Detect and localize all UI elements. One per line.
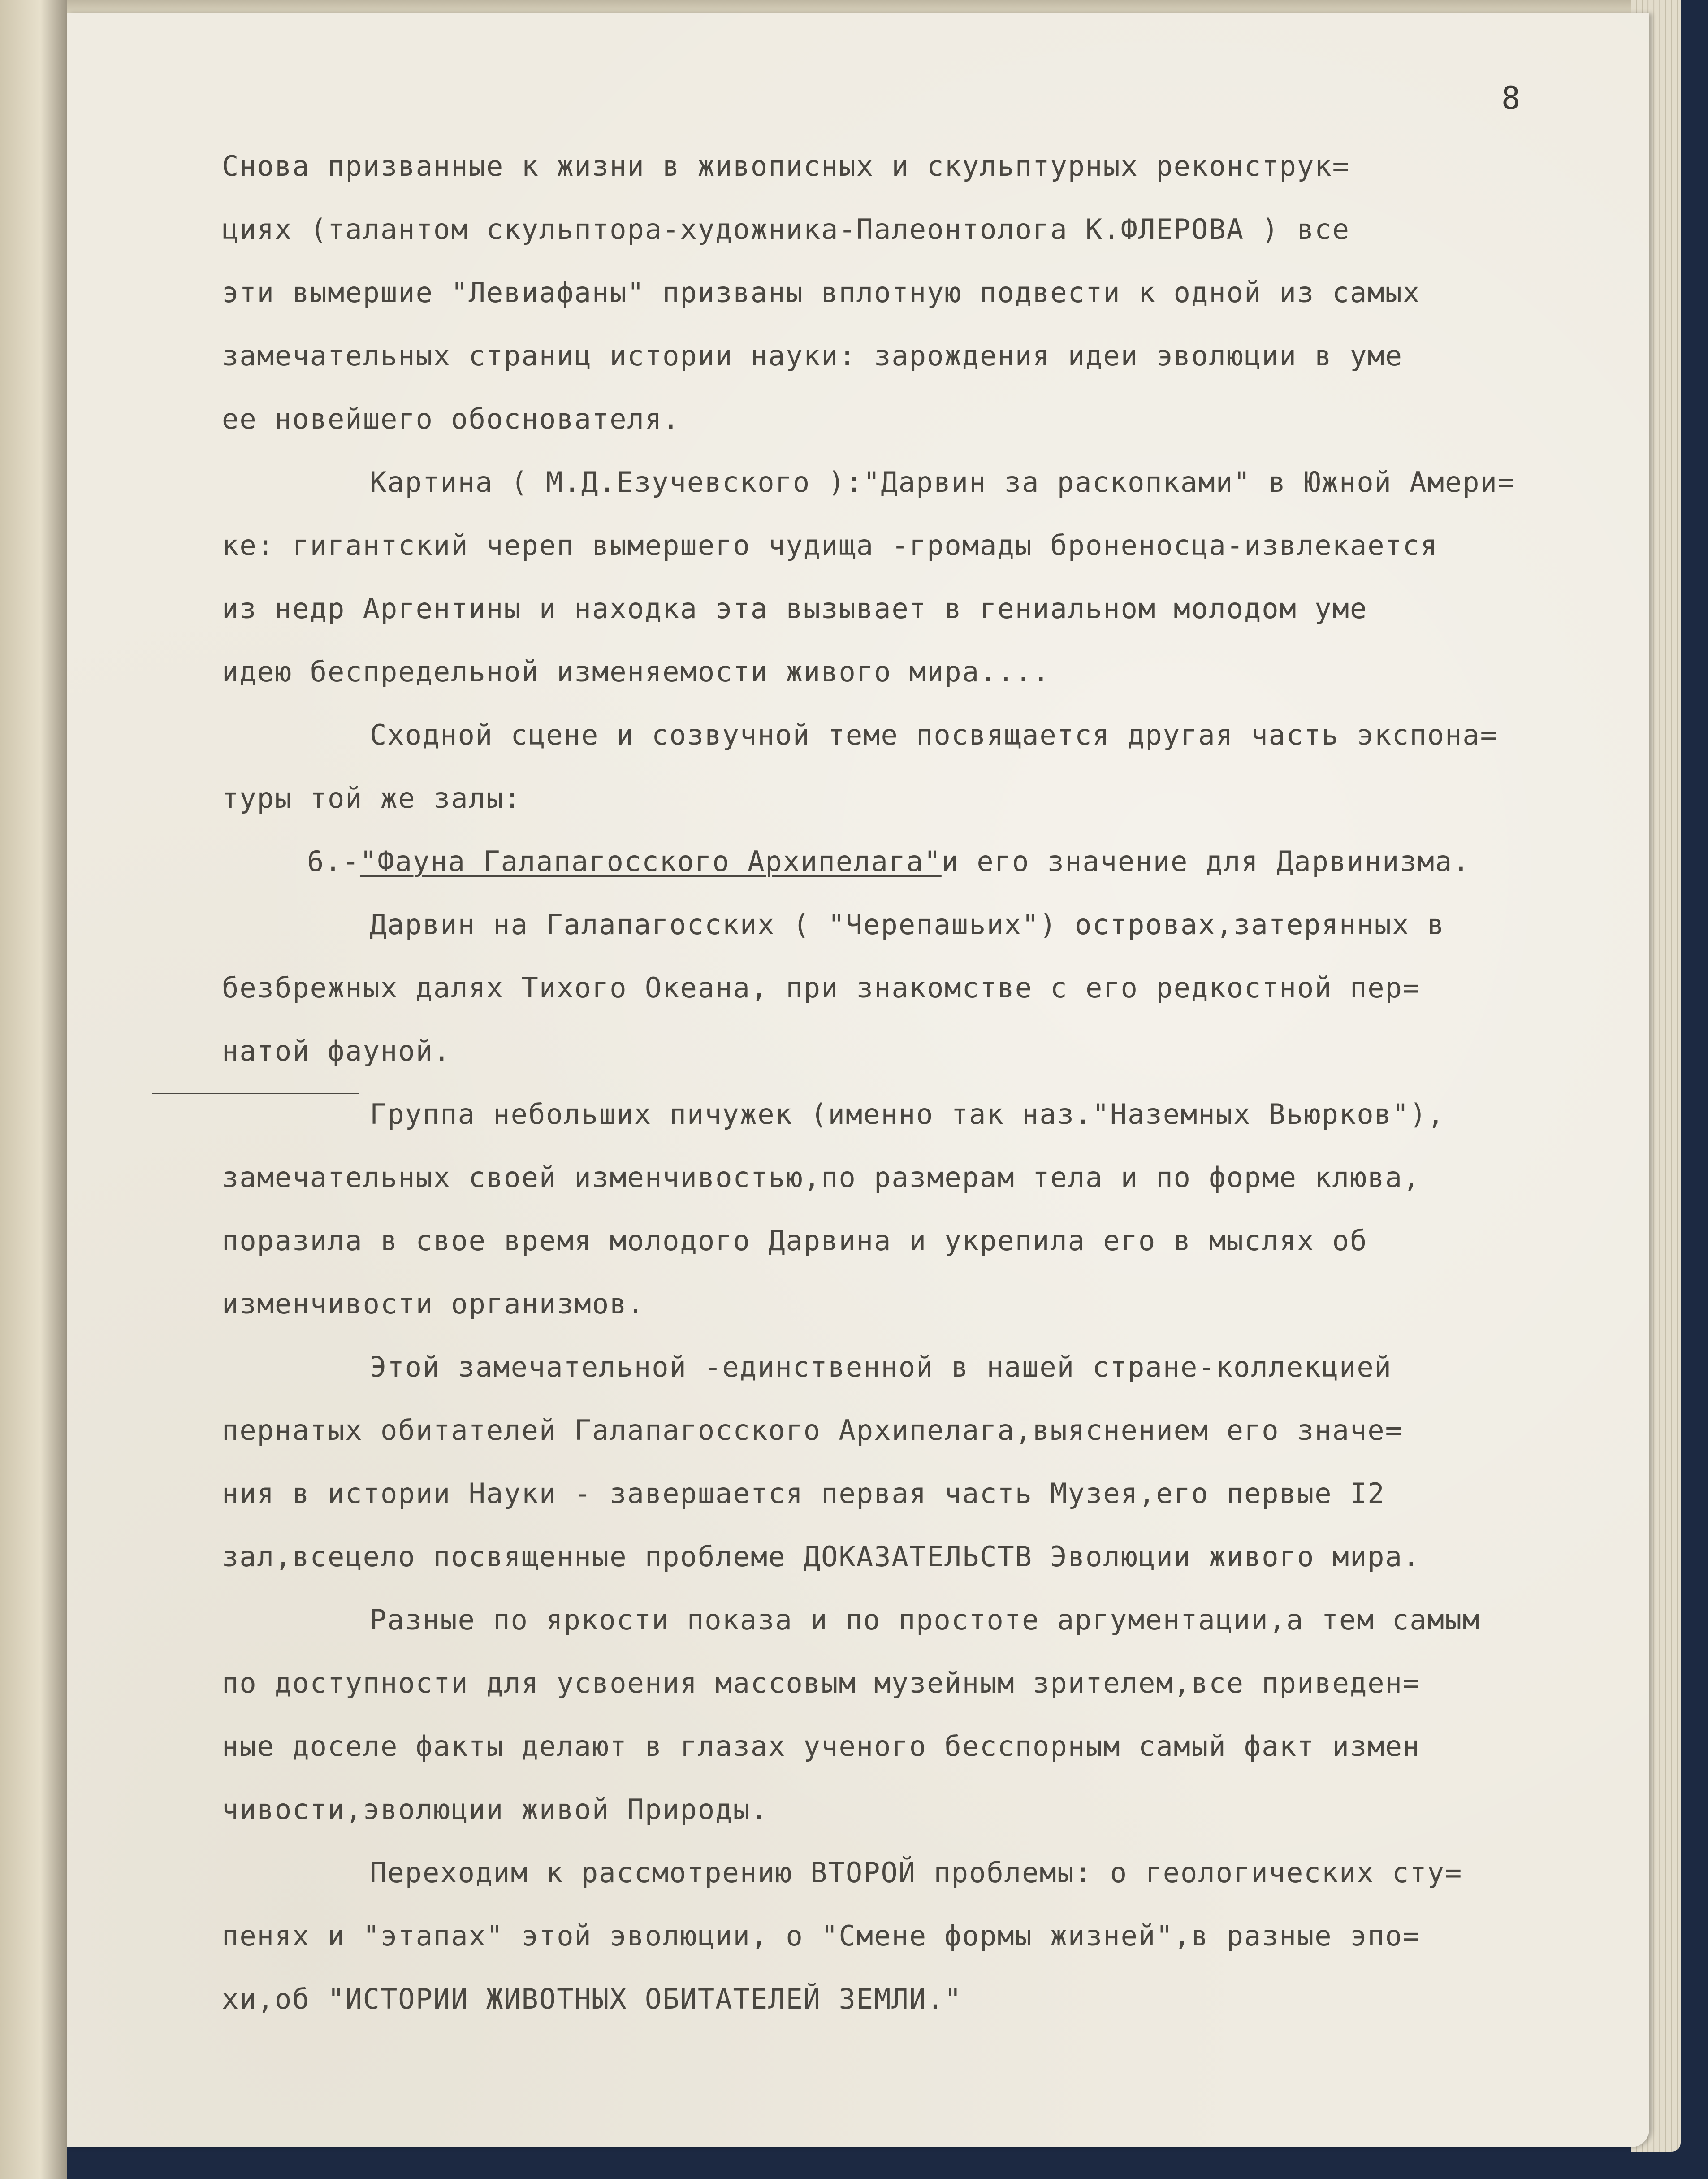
margin-rule-line (152, 1093, 359, 1094)
text-line: замечательных своей изменчивостью,по размерам тела и по форме клюва, (222, 1161, 1421, 1194)
text-line: Снова призванные к жизни в живописных и скульптурных реконструк= (222, 150, 1350, 182)
adjacent-page-edge (0, 0, 67, 2179)
text-line: Этой замечательной -единственной в нашей стране-коллекцией (370, 1351, 1392, 1383)
text-line: зал,всецело посвященные проблеме ДОКАЗАТЕЛЬСТВ Эволюции живого мира. (222, 1540, 1421, 1573)
text-line: поразила в свое время молодого Дарвина и укрепила его в мыслях об (222, 1224, 1368, 1257)
text-line: ее новейшего обоснователя. (222, 403, 680, 435)
top-page-edge (67, 0, 1663, 13)
section-item-title: "Фауна Галапагосского Архипелага" (359, 845, 942, 878)
section-item-line (222, 830, 1683, 893)
text-line: пернатых обитателей Галапагосского Архипелага,выяснением его значе= (222, 1414, 1403, 1447)
text-line: изменчивости организмов. (222, 1287, 645, 1320)
text-line: Сходной сцене и созвучной теме посвящается другая часть экспона= (370, 719, 1498, 751)
text-line: эти вымершие "Левиафаны" призваны вплотную подвести к одной из самых (222, 276, 1421, 309)
typewritten-text (222, 134, 1683, 2031)
text-line: по доступности для усвоения массовым музейным зрителем,все приведен= (222, 1667, 1421, 1699)
text-line: циях (талантом скульптора-художника-Палеонтолога К.ФЛЕРОВА ) все (222, 213, 1350, 246)
text-line: безбрежных далях Тихого Океана, при знакомстве с его редкостной пер= (222, 971, 1421, 1004)
section-item-rest: и его значение для Дарвинизма. (941, 845, 1470, 878)
text-line: Разные по яркости показа и по простоте аргументации,а тем самым (370, 1603, 1480, 1636)
text-line: Картина ( М.Д.Езучевского ):"Дарвин за раскопками" в Южной Амери= (370, 466, 1516, 498)
text-line: идею беспредельной изменяемости живого мира.... (222, 655, 1051, 688)
typed-page (67, 13, 1649, 2147)
text-line: чивости,эволюции живой Природы. (222, 1793, 769, 1826)
text-line: ния в истории Науки - завершается первая часть Музея,его первые I2 (222, 1477, 1385, 1510)
text-line: туры той же залы: (222, 782, 522, 814)
text-line: натой фауной. (222, 1035, 451, 1067)
page-number: 8 (1501, 80, 1521, 117)
text-line: Переходим к рассмотрению ВТОРОЙ проблемы: о геологических сту= (370, 1856, 1463, 1889)
text-line: Группа небольших пичужек (именно так наз."Наземных Вьюрков"), (370, 1098, 1445, 1131)
text-line: замечательных страниц истории науки: зарождения идеи эволюции в уме (222, 339, 1403, 372)
section-item-number: 6.- (307, 845, 360, 878)
text-line: хи,об "ИСТОРИИ ЖИВОТНЫХ ОБИТАТЕЛЕЙ ЗЕМЛИ." (222, 1983, 962, 2015)
text-line: ные доселе факты делают в глазах ученого бесспорным самый факт измен (222, 1730, 1421, 1763)
text-line: пенях и "этапах" этой эволюции, о "Смене формы жизней",в разные эпо= (222, 1919, 1421, 1952)
text-line: из недр Аргентины и находка эта вызывает в гениальном молодом уме (222, 592, 1368, 625)
text-line: ке: гигантский череп вымершего чудища -громады броненосца-извлекается (222, 529, 1438, 562)
text-line: Дарвин на Галапагосских ( "Черепашьих") островах,затерянных в (370, 908, 1445, 941)
